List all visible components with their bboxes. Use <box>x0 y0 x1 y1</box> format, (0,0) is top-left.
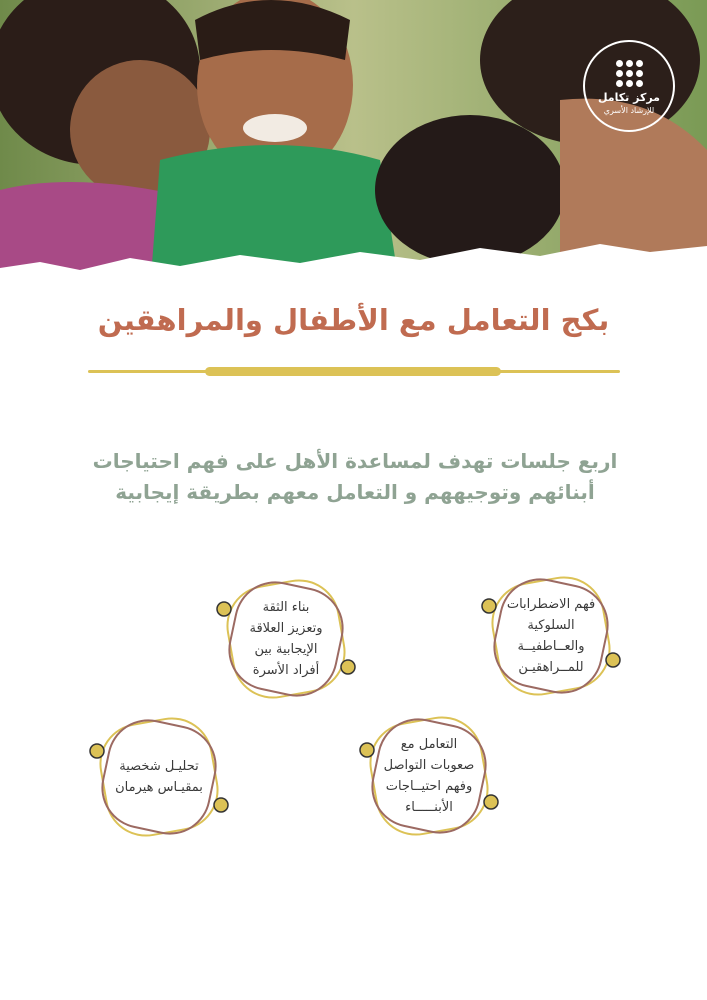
topic-1-line-1: فهم الاضطرابات <box>506 597 596 612</box>
divider-accent <box>205 367 501 376</box>
topic-4-line-2: بمقيـاس هيرمان <box>115 780 203 795</box>
topic-2-line-4: أفراد الأسرة <box>252 663 320 678</box>
topic-1-line-4: للمــراهقيـن <box>518 660 584 675</box>
topic-3-line-4: الأبنـــــاء <box>405 800 453 815</box>
children-photo-illustration <box>0 0 707 290</box>
topic-badge-2 <box>216 569 356 709</box>
topic-badge-3 <box>359 706 499 846</box>
page-title: بكج التعامل مع الأطفال والمراهقين <box>97 303 610 337</box>
subtitle-line-1: اربع جلسات تهدف لمساعدة الأهل على فهم احتياجات <box>92 449 618 473</box>
topic-2-line-1: بناء الثقة <box>262 600 310 615</box>
logo-name: مركز تكامل <box>597 91 660 104</box>
topic-3-line-2: صعوبات التواصل <box>383 758 475 773</box>
topic-3-line-3: وفهم احتيــاجات <box>385 779 473 794</box>
logo-subtitle: للإرشاد الأسري <box>603 106 655 115</box>
topic-4-line-1: تحليـل شخصية <box>119 759 199 774</box>
topic-1-line-3: والعــاطفيــة <box>517 639 585 654</box>
logo-dots-icon <box>616 60 644 88</box>
page-subtitle <box>60 446 650 508</box>
topic-2-line-2: وتعزيز العلاقة <box>249 621 323 636</box>
hero-photo <box>0 0 707 290</box>
topic-text-4 <box>107 707 211 847</box>
topic-text-2 <box>234 569 338 709</box>
subtitle-line-2: أبنائهم وتوجيههم و التعامل معهم بطريقة إيجابية <box>115 480 595 504</box>
topic-text-3 <box>377 706 481 846</box>
topic-2-line-3: الإيجابية بين <box>254 642 318 657</box>
topic-badge-1 <box>481 566 621 706</box>
topic-3-line-1: التعامل مع <box>400 737 458 752</box>
topic-1-line-2: السلوكية <box>527 618 575 633</box>
topic-text-1 <box>499 566 603 706</box>
topic-badge-4 <box>89 707 229 847</box>
center-logo <box>583 40 675 132</box>
